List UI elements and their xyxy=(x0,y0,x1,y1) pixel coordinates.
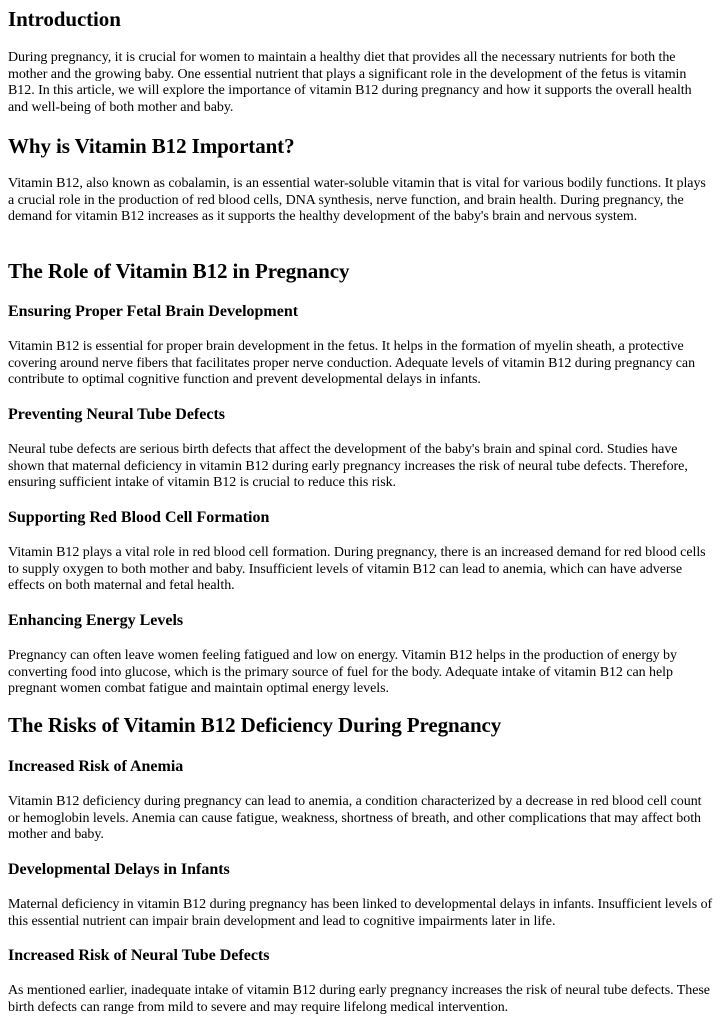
subsection-heading-anemia: Increased Risk of Anemia xyxy=(8,758,184,775)
section-paragraph-introduction: During pregnancy, it is crucial for women to maintain a healthy diet that provides all the necessary nutrients for both the mother and the growing baby. One essential nutrient that plays a significant role in the development of the fetus is vitamin B12. In this article, we will explore the importance of vitamin B12 during pregnancy and how it supports the overall health and well-being of both mother and baby. xyxy=(8,50,692,115)
subsection-paragraph-red-blood-cell: Vitamin B12 plays a vital role in red blood cell formation. During pregnancy, there is an increased demand for red blood cells to supply oxygen to both mother and baby. Insufficient levels of vitamin B12 can lead to anemia, which can have adverse effects on both maternal and fetal health. xyxy=(8,545,706,593)
subsection-heading-neural-tube-risk: Increased Risk of Neural Tube Defects xyxy=(8,947,270,964)
subsection-paragraph-neural-tube-risk: As mentioned earlier, inadequate intake of vitamin B12 during early pregnancy increases the risk of neural tube defects. These birth defects can range from mild to severe and may require lifelong medical intervention. xyxy=(8,983,710,1015)
section-heading-role-in-pregnancy: The Role of Vitamin B12 in Pregnancy xyxy=(8,259,350,283)
subsection-paragraph-anemia: Vitamin B12 deficiency during pregnancy can lead to anemia, a condition characterized by a decrease in red blood cell count or hemoglobin levels. Anemia can cause fatigue, weakness, shortness of breath, and other complications that may affect both mother and baby. xyxy=(8,794,702,842)
subsection-paragraph-neural-tube: Neural tube defects are serious birth defects that affect the development of the baby's brain and spinal cord. Studies have shown that maternal deficiency in vitamin B12 during early pregnancy increases the risk of neural tube defects. Therefore, ensuring sufficient intake of vitamin B12 is crucial to reduce this risk. xyxy=(8,442,688,490)
subsection-heading-red-blood-cell: Supporting Red Blood Cell Formation xyxy=(8,509,270,526)
subsection-paragraph-fetal-brain: Vitamin B12 is essential for proper brain development in the fetus. It helps in the formation of myelin sheath, a protective covering around nerve fibers that facilitates proper nerve conduction. Adequate levels of vitamin B12 during pregnancy can contribute to optimal cognitive function and prevent developmental delays in infants. xyxy=(8,339,696,387)
subsection-heading-energy-levels: Enhancing Energy Levels xyxy=(8,612,184,629)
subsection-paragraph-developmental-delays: Maternal deficiency in vitamin B12 during pregnancy has been linked to developmental delays in infants. Insufficient levels of this essential nutrient can impair brain development and lead to cognitive impairments later in life. xyxy=(8,897,713,929)
subsection-paragraph-energy-levels: Pregnancy can often leave women feeling fatigued and low on energy. Vitamin B12 helps in the production of energy by converting food into glucose, which is the primary source of fuel for the body. Adequate intake of vitamin B12 can help pregnant women combat fatigue and maintain optimal energy levels. xyxy=(8,648,677,696)
section-heading-why-important: Why is Vitamin B12 Important? xyxy=(8,134,295,158)
subsection-heading-developmental-delays: Developmental Delays in Infants xyxy=(8,861,230,878)
section-heading-introduction: Introduction xyxy=(8,7,121,31)
section-paragraph-why-important: Vitamin B12, also known as cobalamin, is an essential water-soluble vitamin that is vital for various bodily functions. It plays a crucial role in the production of red blood cells, DNA synthesis, nerve function, and brain health. During pregnancy, the demand for vitamin B12 increases as it supports the healthy development of the baby's brain and nervous system. xyxy=(8,176,706,224)
section-heading-deficiency-risks: The Risks of Vitamin B12 Deficiency During Pregnancy xyxy=(8,713,502,737)
subsection-heading-fetal-brain: Ensuring Proper Fetal Brain Development xyxy=(8,303,299,320)
subsection-heading-neural-tube: Preventing Neural Tube Defects xyxy=(8,406,226,423)
